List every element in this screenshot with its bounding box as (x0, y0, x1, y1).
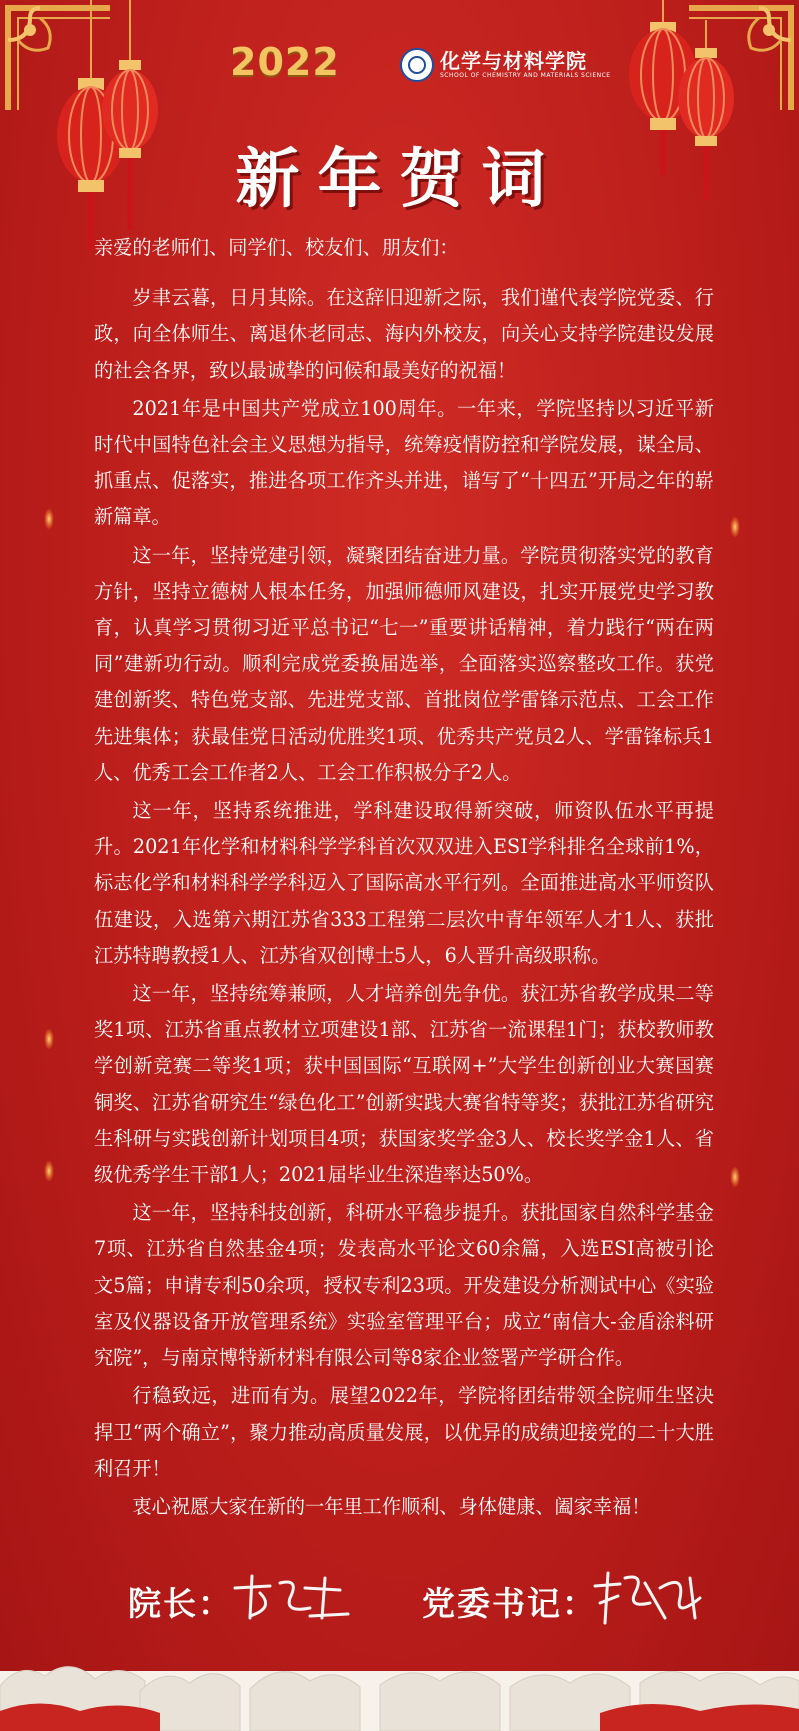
college-name-en: SCHOOL OF CHEMISTRY AND MATERIALS SCIENCE (440, 72, 611, 79)
letter-greeting: 亲爱的老师们、同学们、校友们、朋友们： (94, 236, 459, 259)
letter-paragraph: 这一年，坚持党建引领，凝聚团结奋进力量。学院贯彻落实党的教育方针，坚持立德树人根本任务，加强师德师风建设，扎实开展党史学习教育，认真学习贯彻习近平总书记“七一”重要讲话精神，着力践行“两在两同”建新功行动。顺利完成党委换届选举，全面落实巡察整改工作。获党建创新奖、特色党支部、先进党支部、首批岗位学雷锋示范点、工会工作先进集体；获最佳党日活动优胜奖1项、优秀共产党员2人、学雷锋标兵1人、优秀工会工作者2人、工会工作积极分子2人。 (94, 543, 714, 784)
letter-paragraph: 这一年，坚持统筹兼顾，人才培养创先争优。获江苏省教学成果二等奖1项、江苏省重点教材立项建设1部、江苏省一流课程1门；获校教师教学创新竞赛二等奖1项；获中国国际“互联网+”大学生创新创业大赛国赛铜奖、江苏省研究生“绿色化工”创新实践大赛省特等奖；获批江苏省研究生科研与实践创新计划项目4项；获国家奖学金3人、校长奖学金1人、省级优秀学生干部1人；2021届毕业生深造率达50%。 (94, 982, 714, 1187)
college-logo (400, 48, 611, 82)
light-sparkle (44, 1028, 54, 1050)
light-sparkle (730, 1166, 740, 1188)
dean-signature (230, 1568, 350, 1632)
secretary-label: 党委书记： (422, 1584, 597, 1623)
letter-paragraph: 行稳致远，进而有为。展望2022年，学院将团结带领全院师生坚决捍卫“两个确立”，聚力推动高质量发展，以优异的成绩迎接党的二十大胜利召开！ (94, 1384, 714, 1480)
letter-paragraph: 这一年，坚持科技创新，科研水平稳步提升。获批国家自然科学基金7项、江苏省自然基金4项；发表高水平论文60余篇，入选ESI高被引论文5篇；申请专利50余项，授权专利23项。开发建设分析测试中心《实验室及仪器设备开放管理系统》实验室管理平台；成立“南信大-金盾涂料研究院”，与南京博特新材料有限公司等8家企业签署产学研合作。 (94, 1201, 714, 1370)
page-title: 新年贺词 (235, 142, 564, 217)
letter-body (94, 230, 714, 1527)
light-sparkle (44, 508, 54, 530)
bottom-cloud-pattern (0, 1641, 799, 1731)
light-sparkle (44, 1160, 54, 1182)
letter-paragraph: 岁聿云暮，日月其除。在这辞旧迎新之际，我们谨代表学院党委、行政，向全体师生、离退休老同志、海内外校友，向关心支持学院建设发展的社会各界，致以最诚挚的问候和最美好的祝福！ (94, 286, 714, 382)
year-heading: 2022 (230, 40, 340, 84)
letter-paragraph: 2021年是中国共产党成立100周年。一年来，学院坚持以习近平新时代中国特色社会主义思想为指导，统筹疫情防控和学院发展，谋全局、抓重点、促落实，推进各项工作齐头并进，谱写了“十四五”开局之年的崭新篇章。 (94, 396, 714, 529)
college-name-cn: 化学与材料学院 (440, 49, 587, 73)
secretary-signature (590, 1568, 710, 1632)
letter-paragraph: 这一年，坚持系统推进，学科建设取得新突破，师资队伍水平再提升。2021年化学和材料科学学科首次双双进入ESI学科排名全球前1%，标志化学和材料科学学科迈入了国际高水平行列。全面推进高水平师资队伍建设，入选第六期江苏省333工程第二层次中青年领军人才1人、获批江苏特聘教授1人、江苏省双创博士5人，6人晋升高级职称。 (94, 799, 714, 967)
letter-paragraph: 衷心祝愿大家在新的一年里工作顺利、身体健康、阖家幸福！ (132, 1494, 651, 1518)
college-seal-icon (400, 48, 434, 82)
light-sparkle (730, 516, 740, 538)
dean-label: 院长： (128, 1584, 233, 1623)
